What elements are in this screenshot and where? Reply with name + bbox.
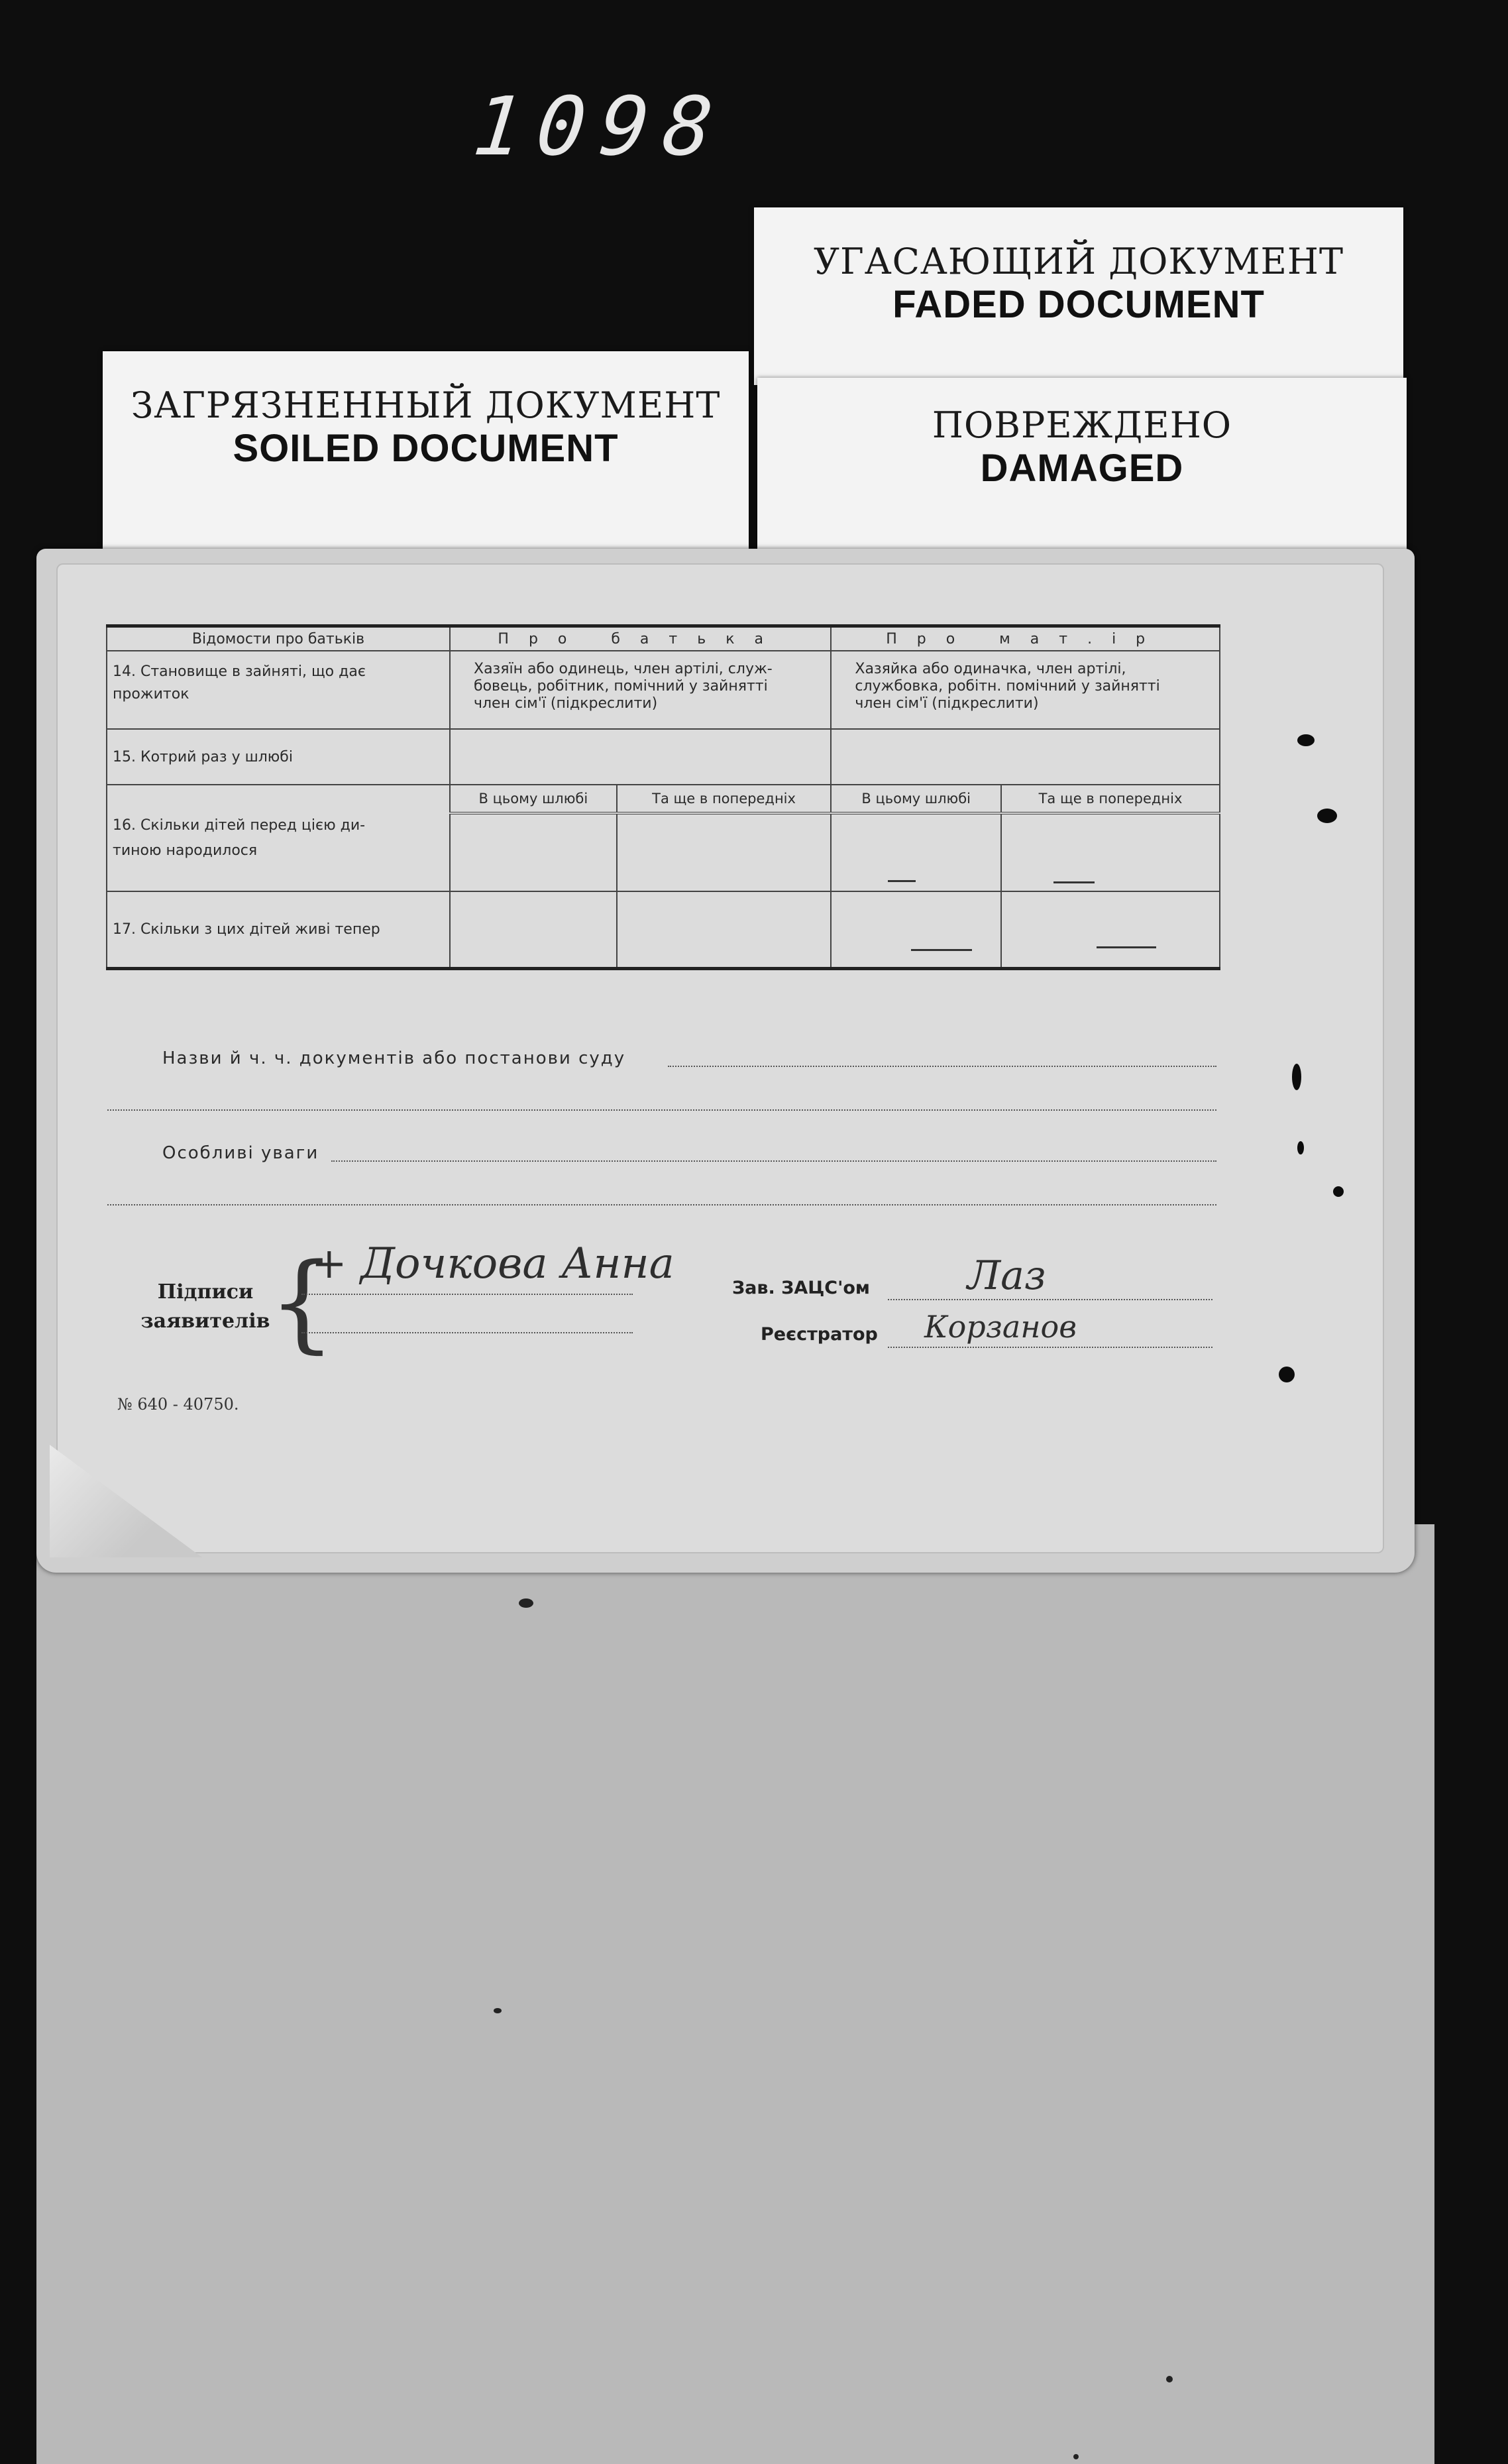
parents-info-table [106,624,1220,970]
row16-mother-this [831,813,1001,891]
damage-hole [1279,1367,1295,1382]
speck [494,2008,502,2013]
row14-mother-line3: член сім'ї (підкреслити) [855,695,1039,712]
header-parents-info: Відомости про батьків [107,626,450,651]
remarks-label: Особливі уваги [162,1143,319,1163]
row14-mother [831,651,1220,729]
remarks-dotted-line-2 [107,1203,1216,1205]
signatures-label-line2: заявителів [140,1310,270,1333]
row14-mother-line2: службовка, робітн. помічний у зайнятті [855,678,1160,695]
print-number: № 640 - 40750. [117,1395,239,1414]
signatures-label [126,1278,285,1336]
speck [1166,2376,1173,2382]
damage-hole [1292,1064,1301,1090]
soiled-document-card [103,351,749,550]
row16-label-line2: тиною народилося [113,842,258,859]
dash-mark [1053,881,1095,883]
damage-hole [1297,734,1315,746]
row14-father-line1: Хазяїн або одинець, член артілі, служ- [474,661,773,677]
head-signature: Лаз [967,1253,1046,1299]
row14-father-line3: член сім'ї (підкреслити) [474,695,658,712]
registrar-label: Реєстратор [761,1324,878,1345]
speck [1073,2454,1079,2459]
row17-mother-prev [1001,891,1220,968]
documents-label: Назви й ч. ч. документів або постанови суду [162,1048,626,1068]
remarks-dotted-line [331,1159,1216,1162]
row14-label [107,651,450,729]
subheader-father-prev: Та ще в попередніх [617,785,832,813]
dash-mark [1097,946,1156,948]
applicant-signature-line-2 [301,1331,633,1333]
damaged-document-card [757,378,1407,553]
row17-father-this [450,891,617,968]
row14-label-line1: 14. Становище в зайняті, що дає [113,663,366,680]
dash-mark [911,949,972,951]
damaged-label-ru: ПОВРЕЖДЕНО [932,404,1232,446]
subheader-mother-prev: Та ще в попередніх [1001,785,1220,813]
soiled-label-ru: ЗАГРЯЗНЕННЫЙ ДОКУМЕНТ [131,384,721,426]
row14-father [450,651,831,729]
damage-hole [1317,809,1337,823]
dash-mark [888,880,916,882]
row15-label: 15. Котрий раз у шлюбі [107,729,450,785]
documents-dotted-line-2 [107,1108,1216,1111]
registrar-signature-line [888,1345,1212,1348]
row17-label: 17. Скільки з цих дітей живі тепер [107,891,450,968]
faded-label-en: FADED DOCUMENT [892,283,1265,326]
faded-label-ru: УГАСАЮЩИЙ ДОКУМЕНТ [813,241,1344,282]
row15-mother-cell [831,729,1220,785]
signature-brace: { [268,1240,336,1364]
frame-number: 1098 [468,80,732,174]
head-signature-line [888,1298,1212,1300]
row16-father-this [450,813,617,891]
documents-dotted-line [668,1064,1216,1067]
row16-father-prev [617,813,832,891]
head-registry-label: Зав. ЗАЦС'ом [732,1278,870,1298]
row17-mother-this [831,891,1001,968]
header-mother: Про мат.ір [831,626,1220,651]
speck [519,1598,533,1608]
row16-mother-prev [1001,813,1220,891]
back-sheet [36,1524,1434,2464]
row14-label-line2: прожиток [113,686,189,702]
subheader-father-this: В цьому шлюбі [450,785,617,813]
damaged-label-en: DAMAGED [980,447,1184,490]
row14-father-line2: бовець, робітник, помічний у зайнятті [474,678,768,695]
applicant-signature: + Дочкова Анна [311,1239,674,1288]
row14-mother-line1: Хазяйка або одиначка, член артілі, [855,661,1126,677]
applicant-signature-line-1 [301,1292,633,1295]
row16-label-line1: 16. Скільки дітей перед цією ди- [113,816,366,834]
row16-label [107,785,450,891]
damage-hole [1297,1141,1304,1154]
faded-document-card [754,207,1403,385]
row17-father-prev [617,891,832,968]
damage-hole [1333,1186,1344,1197]
subheader-mother-this: В цьому шлюбі [831,785,1001,813]
row15-father-cell [450,729,831,785]
header-father: Про батька [450,626,831,651]
soiled-label-en: SOILED DOCUMENT [233,427,619,470]
registrar-signature: Корзанов [924,1309,1077,1345]
signatures-label-line1: Підписи [157,1280,254,1304]
